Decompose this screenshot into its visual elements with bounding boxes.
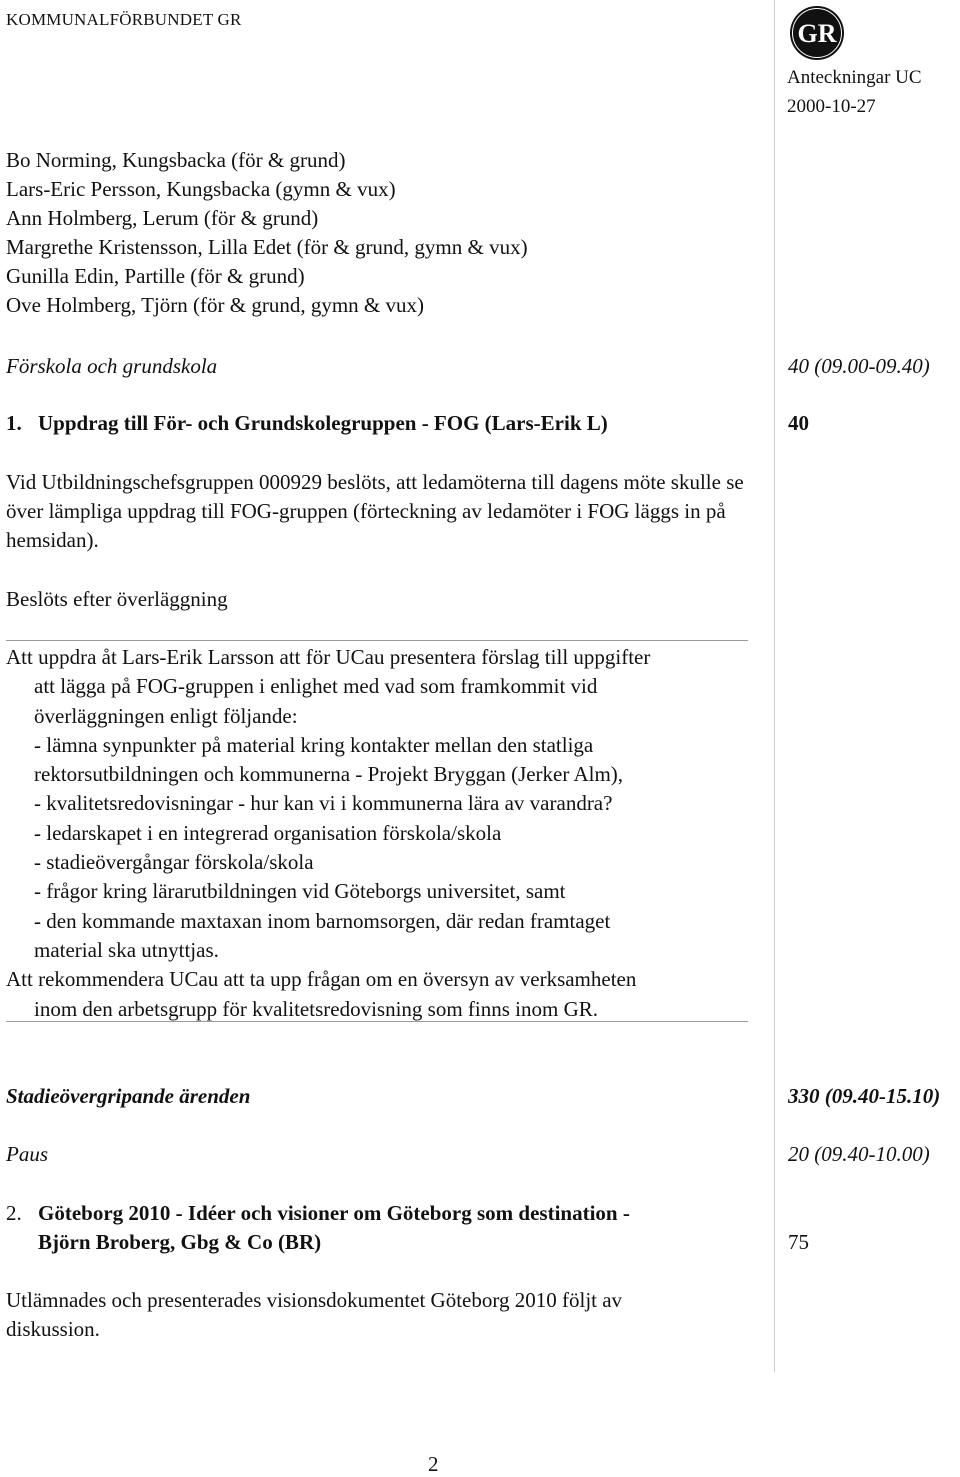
item-paragraph: Vid Utbildningschefsgruppen 000929 beslöts, att ledamöterna till dagens möte skulle se över lämpliga uppdrag till FOG-gruppen (förteckning av ledamöter i FOG läggs in på hemsidan).	[6, 470, 744, 552]
decision-line: överläggningen enligt följande:	[34, 703, 298, 728]
decision-line: att lägga på FOG-gruppen i enlighet med vad som framkommit vid	[34, 674, 598, 699]
time-column-divider	[774, 0, 775, 1372]
organization-name: KOMMUNALFÖRBUNDET GR	[6, 10, 242, 29]
section-time: 330 (09.40-15.10)	[788, 1084, 941, 1108]
decision-text	[6, 643, 748, 1024]
decision-line: - den kommande maxtaxan inom barnomsorgen, där redan framtaget	[34, 908, 611, 933]
gr-logo	[788, 4, 846, 62]
section-time: 40 (09.00-09.40)	[788, 354, 930, 378]
attendee: Margrethe Kristensson, Lilla Edet (för & grund, gymn & vux)	[6, 235, 528, 259]
item-number: 1.	[6, 411, 22, 435]
item-paragraph: Utlämnades och presenterades visionsdokumentet Göteborg 2010 följt av diskussion.	[6, 1288, 623, 1341]
decision-line: - stadieövergångar förskola/skola	[34, 850, 314, 875]
resolution-label: Beslöts efter överläggning	[6, 587, 228, 611]
attendee: Ann Holmberg, Lerum (för & grund)	[6, 206, 319, 230]
section-title: Förskola och grundskola	[6, 354, 218, 378]
page-number: 2	[428, 1452, 439, 1476]
item-time: 75	[788, 1230, 809, 1254]
document-type: Anteckningar UC	[787, 67, 922, 88]
decision-line: - ledarskapet i en integrerad organisation förskola/skola	[34, 820, 502, 845]
item-number: 2.	[6, 1201, 22, 1225]
decision-top-rule	[6, 640, 748, 641]
attendee: Gunilla Edin, Partille (för & grund)	[6, 264, 305, 288]
decision-line: - lämna synpunkter på material kring kontakter mellan den statliga	[34, 732, 594, 757]
section-title: Stadieövergripande ärenden	[6, 1084, 251, 1108]
item-title: Göteborg 2010 - Idéer och visioner om Göteborg som destination -	[38, 1201, 630, 1225]
pause-title: Paus	[6, 1142, 48, 1166]
decision-line: - kvalitetsredovisningar - hur kan vi i kommunerna lära av varandra?	[34, 791, 613, 816]
decision-line: material ska utnyttjas.	[34, 937, 219, 962]
pause-time: 20 (09.40-10.00)	[788, 1142, 930, 1166]
item-title-continued: Björn Broberg, Gbg & Co (BR)	[38, 1230, 322, 1254]
decision-line: inom den arbetsgrupp för kvalitetsredovisning som finns inom GR.	[34, 996, 599, 1021]
decision-line: rektorsutbildningen och kommunerna - Projekt Bryggan (Jerker Alm),	[34, 762, 624, 787]
gr-logo-text: GR	[797, 19, 837, 48]
document-date: 2000-10-27	[787, 96, 876, 117]
decision-line: - frågor kring lärarutbildningen vid Göteborgs universitet, samt	[34, 879, 566, 904]
item-title: Uppdrag till För- och Grundskolegruppen - FOG (Lars-Erik L)	[38, 411, 608, 435]
decision-line: Att rekommendera UCau att ta upp frågan om en översyn av verksamheten	[6, 967, 637, 992]
attendee: Lars-Eric Persson, Kungsbacka (gymn & vux)	[6, 177, 396, 201]
decision-bottom-rule	[6, 1021, 748, 1022]
decision-line: Att uppdra åt Lars-Erik Larsson att för UCau presentera förslag till uppgifter	[6, 645, 651, 669]
attendee: Bo Norming, Kungsbacka (för & grund)	[6, 148, 346, 172]
attendee: Ove Holmberg, Tjörn (för & grund, gymn & vux)	[6, 293, 425, 317]
item-time: 40	[788, 411, 809, 435]
